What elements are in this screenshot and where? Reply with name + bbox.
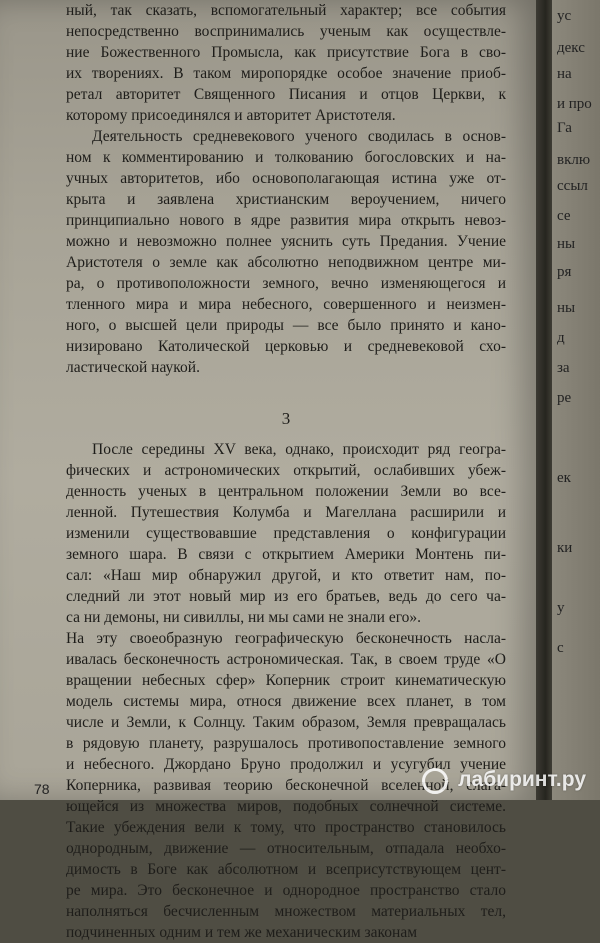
text-line: принципиально нового в ядре развития мира открыть невоз-	[66, 212, 506, 229]
facing-page-fragment: ус	[557, 8, 572, 24]
facing-page-fragment: за	[557, 360, 570, 376]
text-line: модель системы мира, относя движение всех планет, в том	[66, 693, 506, 710]
text-line: и небесного. Джордано Бруно продолжил и усугубил учение	[66, 756, 506, 773]
text-line: ном к комментированию и толкованию богословских и на-	[66, 149, 506, 166]
text-line: ный, так сказать, вспомогательный характер; все события	[66, 2, 506, 19]
text-line: ющейся из множества миров, подобных солнечной системе.	[66, 798, 506, 815]
facing-page-fragment: и про	[557, 96, 592, 112]
text-line: ние Божественного Промысла, как присутствие Бога в сво-	[66, 44, 506, 61]
text-line: однородным, движение — относительным, отпадала необхо-	[66, 840, 506, 857]
facing-page-fragment: д	[557, 330, 565, 346]
text-line: низировано Католической церковью и средневековой схо-	[66, 338, 506, 355]
text-line: земного шара. В связи с открытием Америки Монтень пи-	[66, 546, 506, 563]
text-line: следний ли этот новый мир из его братьев, ведь до сего ча-	[66, 588, 506, 605]
text-line: непосредственно воспринимались ученым как осуществле-	[66, 23, 506, 40]
facing-page-fragment: у	[557, 600, 565, 616]
facing-page-fragment: декс	[557, 40, 585, 56]
text-line: ластической наукой.	[66, 359, 200, 376]
facing-page-fragment: Га	[557, 120, 572, 136]
text-line: сал: «Наш мир обнаружил другой, и кто ответит нам, по-	[66, 567, 506, 584]
text-line: учных авторитетов, ибо основополагающая истина уже от-	[66, 170, 506, 187]
facing-page-fragment: вклю	[557, 152, 591, 168]
text-line: крыта и заявлена христианским вероучением, ничего	[66, 191, 506, 208]
facing-page-fragment: ре	[557, 390, 572, 406]
book-gutter	[536, 0, 552, 800]
watermark-logo-icon	[422, 768, 448, 794]
text-line: ретал авторитет Священного Писания и отцов Церкви, к	[66, 86, 506, 103]
text-line: можно и невозможно полнее уяснить суть Предания. Учение	[66, 233, 506, 250]
text-line: изменили существовавшие представления о конфигурации	[66, 525, 506, 542]
paragraph-2	[66, 126, 506, 378]
text-line: вращении небесных сфер» Коперник строит кинематическую	[66, 672, 506, 689]
text-line: ного, о высшей цели природы — все было принято и кано-	[66, 317, 506, 334]
section-number: 3	[281, 409, 291, 428]
facing-page-fragment: на	[557, 66, 572, 82]
facing-page-fragment: ны	[557, 236, 576, 252]
text-line: са ни демоны, ни сивиллы, ни мы сами не знали его».	[66, 609, 422, 626]
text-line: димость в Боге как абсолютном и всеприсутствующем цент-	[66, 861, 506, 878]
text-line: их творениях. В таком миропорядке особое значение приоб-	[66, 65, 506, 82]
watermark: лабиринт.ру	[458, 768, 586, 791]
page-number: 78	[34, 781, 50, 797]
facing-page-fragment: ек	[557, 470, 571, 486]
facing-page-fragment: ны	[557, 300, 576, 316]
text-line: На эту своеобразную географическую бесконечность насла-	[66, 630, 506, 647]
facing-page-fragment: се	[557, 208, 571, 224]
text-line: ленной. Путешествия Колумба и Магеллана расширили и	[66, 504, 506, 521]
text-line: подчиненных одним и тем же механическим законам	[66, 924, 418, 941]
text-line: Аристотеля о земле как абсолютно неподвижном центре ми-	[66, 254, 506, 271]
facing-page-fragment: с	[557, 640, 564, 656]
text-line: тленного мира и мира небесного, совершенного и неизмен-	[66, 296, 506, 313]
text-line: денность ученых в центральном положении Земли во все-	[66, 483, 506, 500]
text-line: ре мира. Это бесконечное и однородное пространство стало	[66, 882, 506, 899]
text-line: числе и Земли, к Солнцу. Таким образом, Земля превращалась	[66, 714, 506, 731]
text-line: в рядовую планету, разрушалось противопоставление земного	[66, 735, 506, 752]
text-line: фических и астрономических открытий, ослабивших убеж-	[66, 462, 506, 479]
facing-page-fragment: ссыл	[557, 178, 588, 194]
facing-page-fragment: ря	[557, 264, 572, 280]
page-text	[66, 0, 506, 943]
text-line: наполняться бесчисленным множеством материальных тел,	[66, 903, 506, 920]
text-line: Деятельность средневекового ученого сводилась в основ-	[92, 128, 506, 145]
facing-page-fragment: ки	[557, 540, 573, 556]
text-line: Такие убеждения вели к тому, что пространство становилось	[66, 819, 506, 836]
text-line: которому присоединялся и авторитет Аристотеля.	[66, 107, 396, 124]
text-line: ивалась бесконечность астрономическая. Так, в своем труде «О	[66, 651, 506, 668]
text-line: Коперника, развивая теорию бесконечной вселенной, слага-	[66, 777, 506, 794]
paragraph-3	[66, 439, 506, 628]
paragraph-1	[66, 0, 506, 126]
text-line: ра, о противоположности земного, вечно изменяющегося и	[66, 275, 506, 292]
text-line: После середины XV века, однако, происходит ряд геогра-	[92, 441, 506, 458]
